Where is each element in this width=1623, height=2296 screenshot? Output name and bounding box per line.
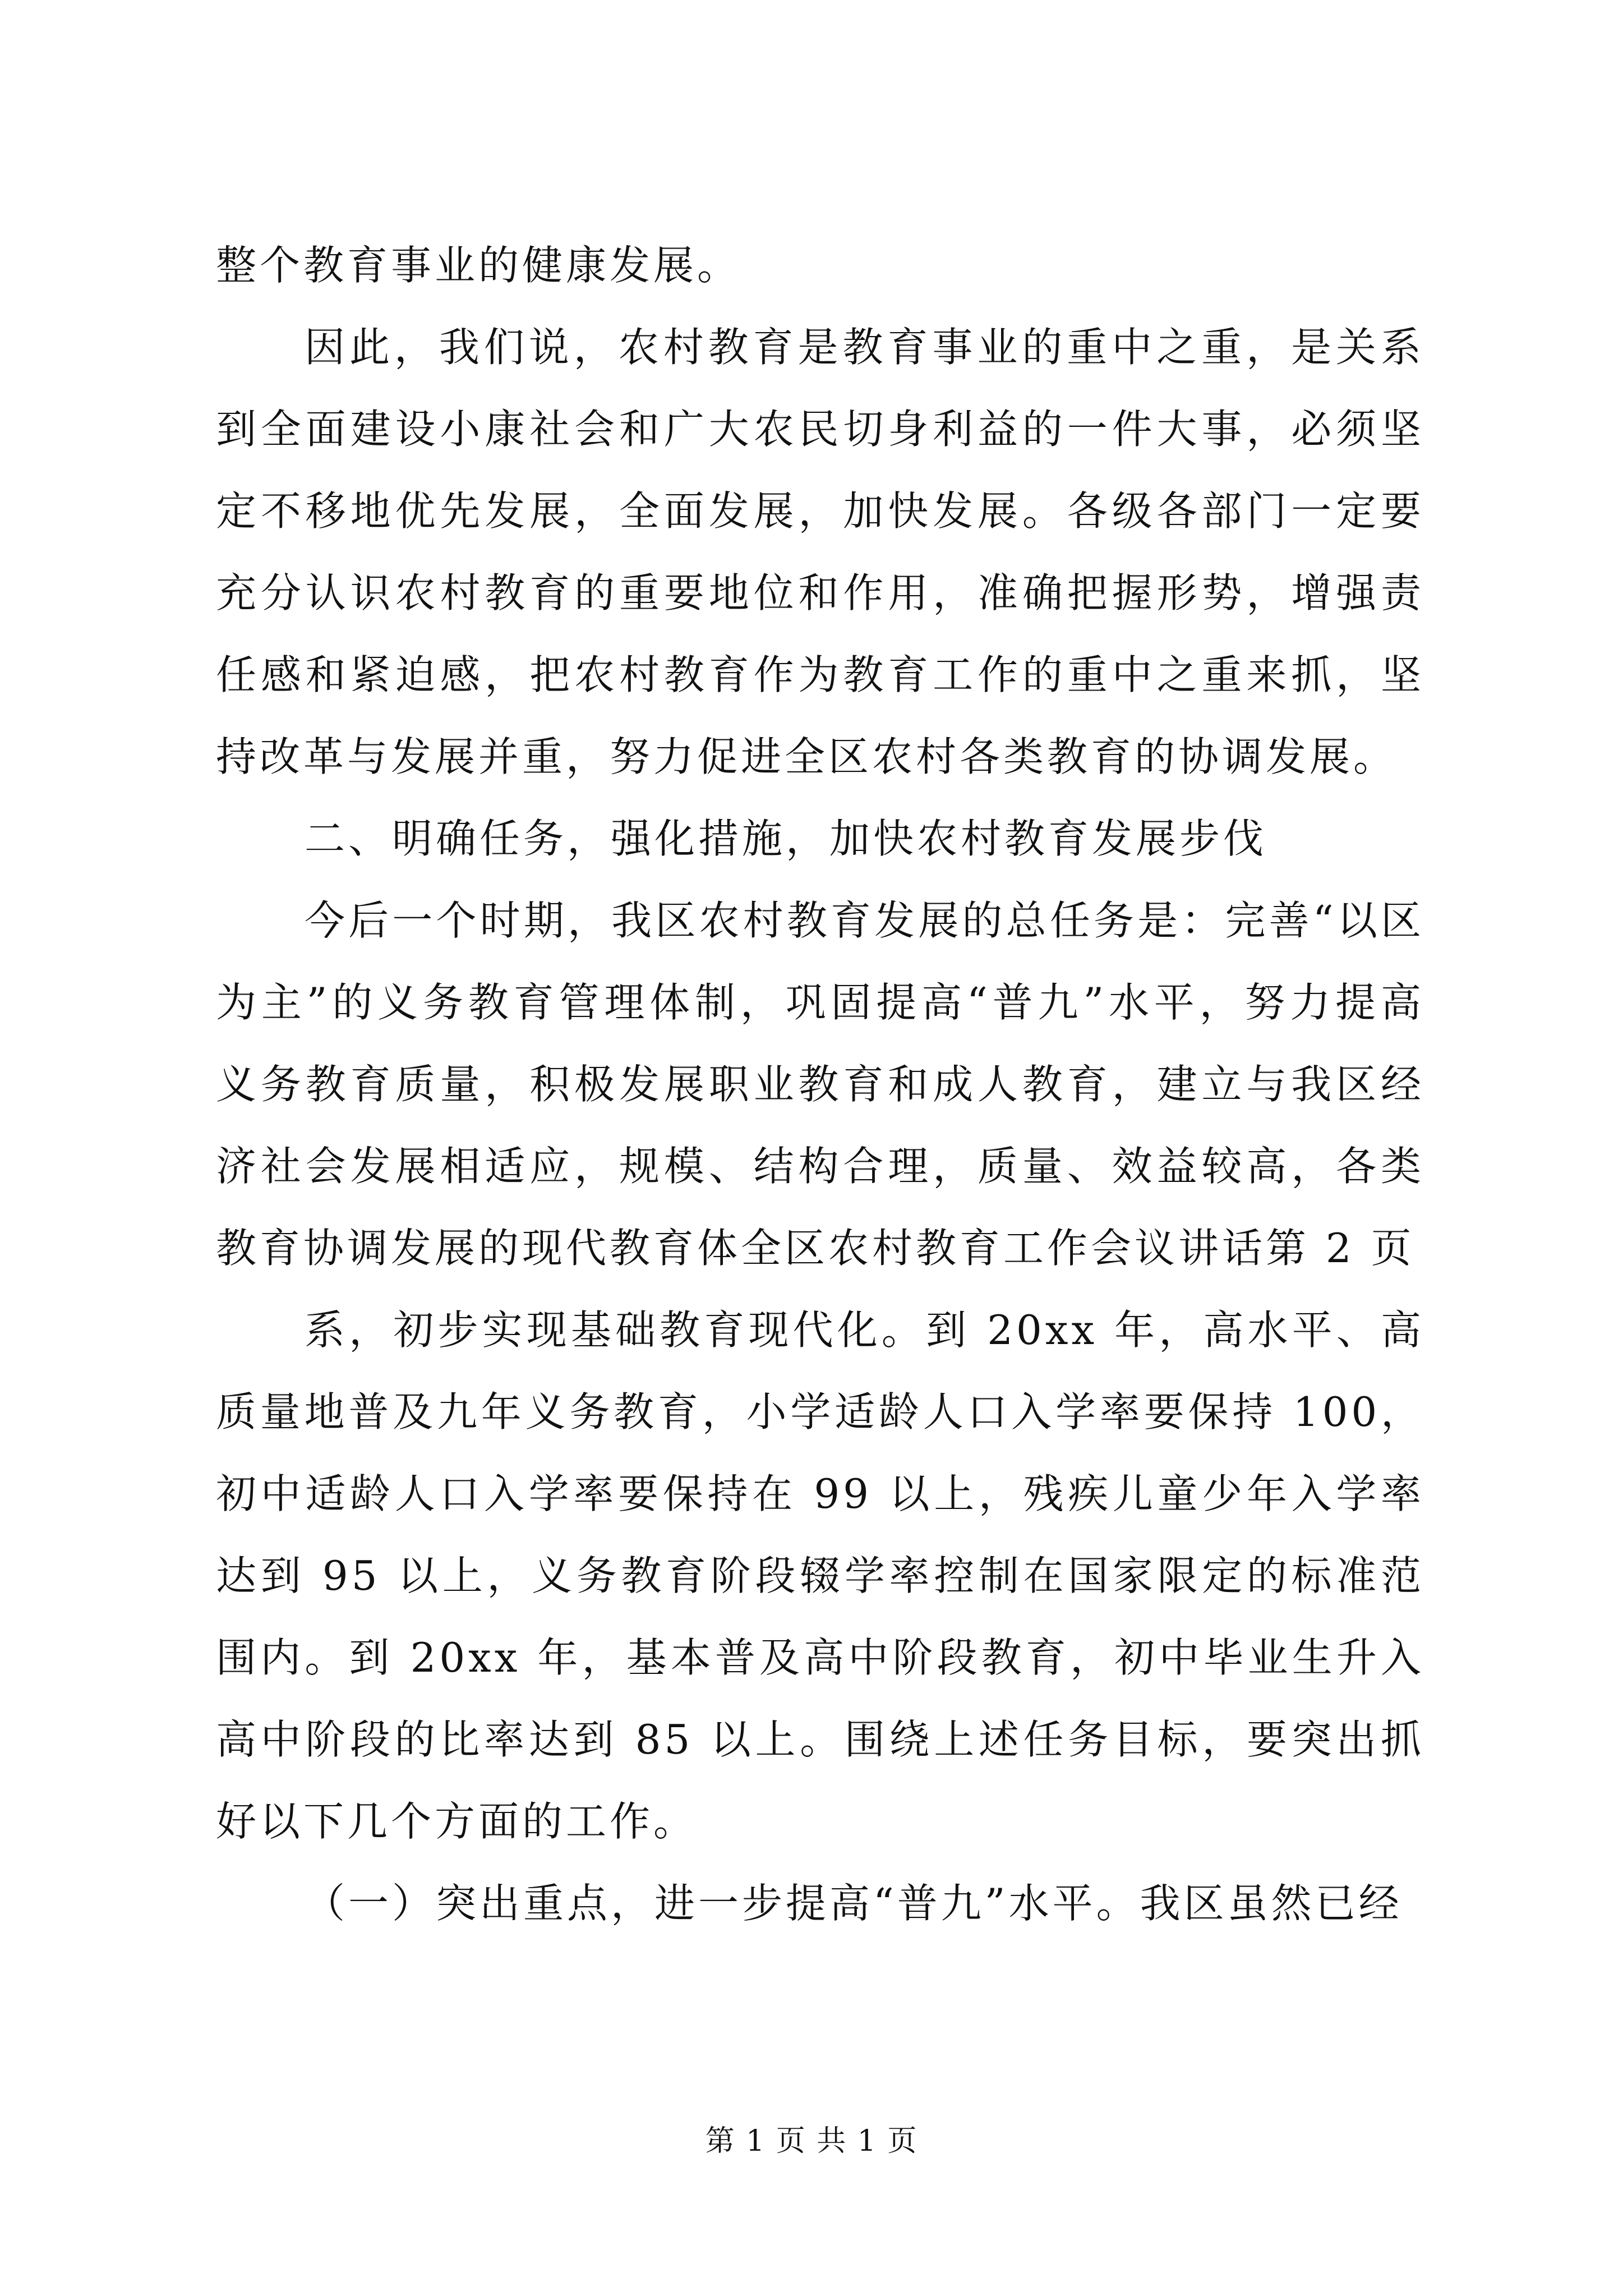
paragraph-2: 因此，我们说，农村教育是教育事业的重中之重，是关系到全面建设小康社会和广大农民切身利益的一件大事，必须坚定不移地优先发展，全面发展，加快发展。各级各部门一定要充分认识农村教育的重要地位和作用，准确把握形势，增强责任感和紧迫感，把农村教育作为教育工作的重中之重来抓，坚持改革与发展并重，努力促进全区农村各类教育的协调发展。 bbox=[216, 324, 1424, 780]
paragraph-5: （一）突出重点，进一步提高“普九”水平。我区虽然已经 bbox=[305, 1880, 1403, 1927]
page-footer: 第 1 页 共 1 页 bbox=[705, 2124, 918, 2158]
section-heading-2: 二、明确任务，强化措施，加快农村教育发展步伐 bbox=[305, 815, 1267, 862]
paragraph-1: 整个教育事业的健康发展。 bbox=[216, 242, 741, 289]
document-body bbox=[216, 224, 1424, 1944]
paragraph-3: 今后一个时期，我区农村教育发展的总任务是：完善“以区为主”的义务教育管理体制，巩固提高“普九”水平，努力提高义务教育质量，积极发展职业教育和成人教育，建立与我区经济社会发展相适应，规模、结构合理，质量、效益较高，各类教育协调发展的现代教育体全区农村教育工作会议讲话第 2 页 bbox=[216, 897, 1424, 1272]
paragraph-4: 系，初步实现基础教育现代化。到 20xx 年，高水平、高质量地普及九年义务教育，小学适龄人口入学率要保持 100，初中适龄人口入学率要保持在 99 以上，残疾儿童少年入学率达到 95 以上，义务教育阶段辍学率控制在国家限定的标准范围内。到 20xx 年，基本普及高中阶段教育，初中毕业生升入高中阶段的比率达到 85 以上。围绕上述任务目标，要突出抓好以下几个方面的工作。 bbox=[216, 1306, 1424, 1845]
